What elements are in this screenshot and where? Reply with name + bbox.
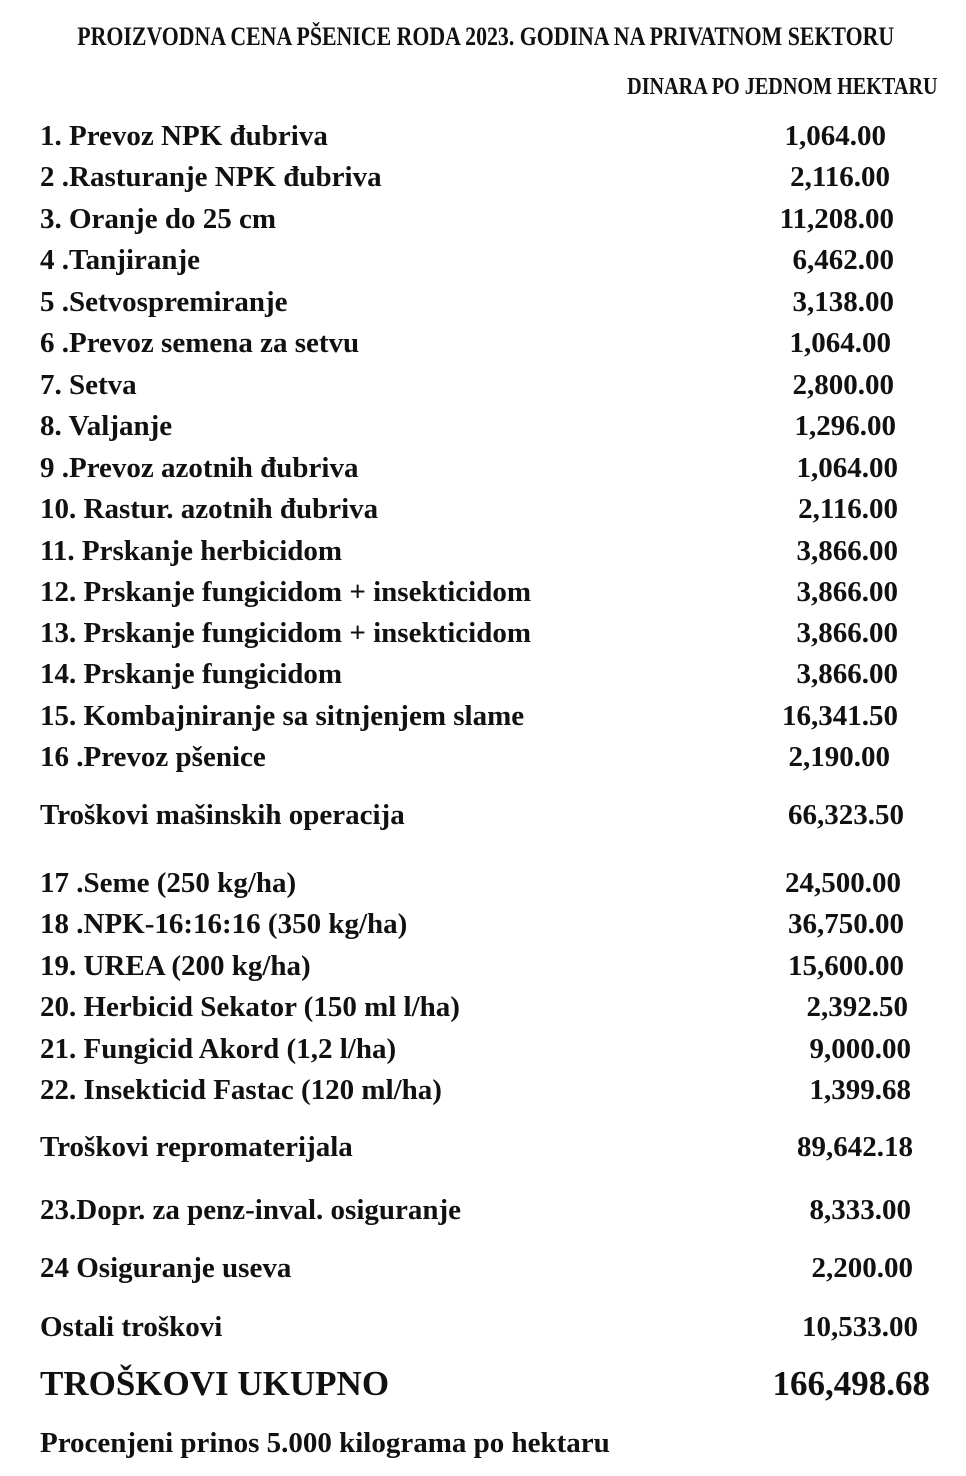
subtotal-value: 66,323.50 (788, 799, 904, 831)
table-row (0, 615, 966, 655)
item-label: 21. Fungicid Akord (1,2 l/ha) (40, 1033, 397, 1065)
item-label: 12. Prskanje fungicidom + insekticidom (40, 576, 532, 608)
item-value: 6,462.00 (792, 244, 894, 276)
item-value: 3,866.00 (796, 535, 898, 567)
subtotal-label: Troškovi repromaterijala (40, 1131, 353, 1163)
table-row (0, 242, 966, 282)
item-value: 24,500.00 (785, 867, 901, 899)
item-value: 1,064.00 (789, 327, 891, 359)
item-label: 1. Prevoz NPK đubriva (40, 120, 328, 152)
subtotal-row (0, 797, 966, 837)
item-value: 3,866.00 (796, 617, 898, 649)
table-row (0, 906, 966, 946)
table-row (0, 284, 966, 324)
item-value: 2,392.50 (806, 991, 908, 1023)
table-row (0, 865, 966, 905)
table-row (0, 948, 966, 988)
table-row (0, 118, 966, 158)
table-row (0, 1250, 966, 1290)
subtotal-row (0, 1309, 966, 1349)
item-label: 20. Herbicid Sekator (150 ml l/ha) (40, 991, 460, 1023)
item-value: 1,399.68 (809, 1074, 911, 1106)
item-label: 4 .Tanjiranje (40, 244, 201, 276)
item-label: 17 .Seme (250 kg/ha) (40, 867, 297, 899)
page-title: PROIZVODNA CENA PŠENICE RODA 2023. GODINA NA PRIVATNOM SEKTORU (77, 22, 895, 51)
table-row (0, 574, 966, 614)
table-row (0, 367, 966, 407)
item-value: 3,866.00 (796, 576, 898, 608)
item-label: 8. Valjanje (40, 410, 173, 442)
item-label: 22. Insekticid Fastac (120 ml/ha) (40, 1074, 442, 1106)
table-row (0, 408, 966, 448)
item-value: 8,333.00 (809, 1194, 911, 1226)
item-label: 9 .Prevoz azotnih đubriva (40, 452, 359, 484)
item-value: 15,600.00 (788, 950, 904, 982)
table-row (0, 739, 966, 779)
item-value: 2,116.00 (790, 161, 890, 193)
grand-total-value: 166,498.68 (772, 1364, 930, 1403)
item-label: 5 .Setvospremiranje (40, 286, 288, 318)
item-value: 2,800.00 (792, 369, 894, 401)
item-value: 36,750.00 (788, 908, 904, 940)
item-label: 10. Rastur. azotnih đubriva (40, 493, 379, 525)
subtotal-value: 10,533.00 (802, 1311, 918, 1343)
item-label: 2 .Rasturanje NPK đubriva (40, 161, 382, 193)
table-row (0, 325, 966, 365)
item-value: 1,296.00 (794, 410, 896, 442)
item-value: 2,200.00 (811, 1252, 913, 1284)
unit-subtitle: DINARA PO JEDNOM HEKTARU (627, 74, 938, 100)
item-value: 2,190.00 (788, 741, 890, 773)
item-value: 9,000.00 (809, 1033, 911, 1065)
item-label: 7. Setva (40, 369, 137, 401)
table-row (0, 1031, 966, 1071)
item-value: 3,138.00 (792, 286, 894, 318)
subtotal-label: Ostali troškovi (40, 1311, 223, 1343)
item-label: 13. Prskanje fungicidom + insekticidom (40, 617, 532, 649)
footer-row (0, 1425, 966, 1465)
item-value: 1,064.00 (796, 452, 898, 484)
table-row (0, 698, 966, 738)
grand-total-label: TROŠKOVI UKUPNO (40, 1364, 390, 1403)
grand-total-row (0, 1363, 966, 1409)
item-value: 2,116.00 (798, 493, 898, 525)
table-row (0, 1072, 966, 1112)
table-row (0, 450, 966, 490)
subtotal-row (0, 1129, 966, 1169)
table-row (0, 491, 966, 531)
item-label: 23.Dopr. za penz-inval. osiguranje (40, 1194, 462, 1226)
table-row (0, 1192, 966, 1232)
subtotal-label: Troškovi mašinskih operacija (40, 799, 405, 831)
subtotal-value: 89,642.18 (797, 1131, 913, 1163)
item-value: 11,208.00 (779, 203, 894, 235)
item-label: 18 .NPK-16:16:16 (350 kg/ha) (40, 908, 408, 940)
item-value: 3,866.00 (796, 658, 898, 690)
table-row (0, 989, 966, 1029)
item-label: 11. Prskanje herbicidom (40, 535, 343, 567)
table-row (0, 656, 966, 696)
footer-note: Procenjeni prinos 5.000 kilograma po hektaru (40, 1427, 610, 1459)
item-label: 24 Osiguranje useva (40, 1252, 292, 1284)
item-label: 16 .Prevoz pšenice (40, 741, 266, 773)
table-row (0, 533, 966, 573)
item-label: 3. Oranje do 25 cm (40, 203, 276, 235)
item-value: 1,064.00 (784, 120, 886, 152)
item-label: 6 .Prevoz semena za setvu (40, 327, 360, 359)
table-row (0, 201, 966, 241)
item-label: 14. Prskanje fungicidom (40, 658, 343, 690)
table-row (0, 159, 966, 199)
item-value: 16,341.50 (782, 700, 898, 732)
item-label: 15. Kombajniranje sa sitnjenjem slame (40, 700, 525, 732)
item-label: 19. UREA (200 kg/ha) (40, 950, 311, 982)
